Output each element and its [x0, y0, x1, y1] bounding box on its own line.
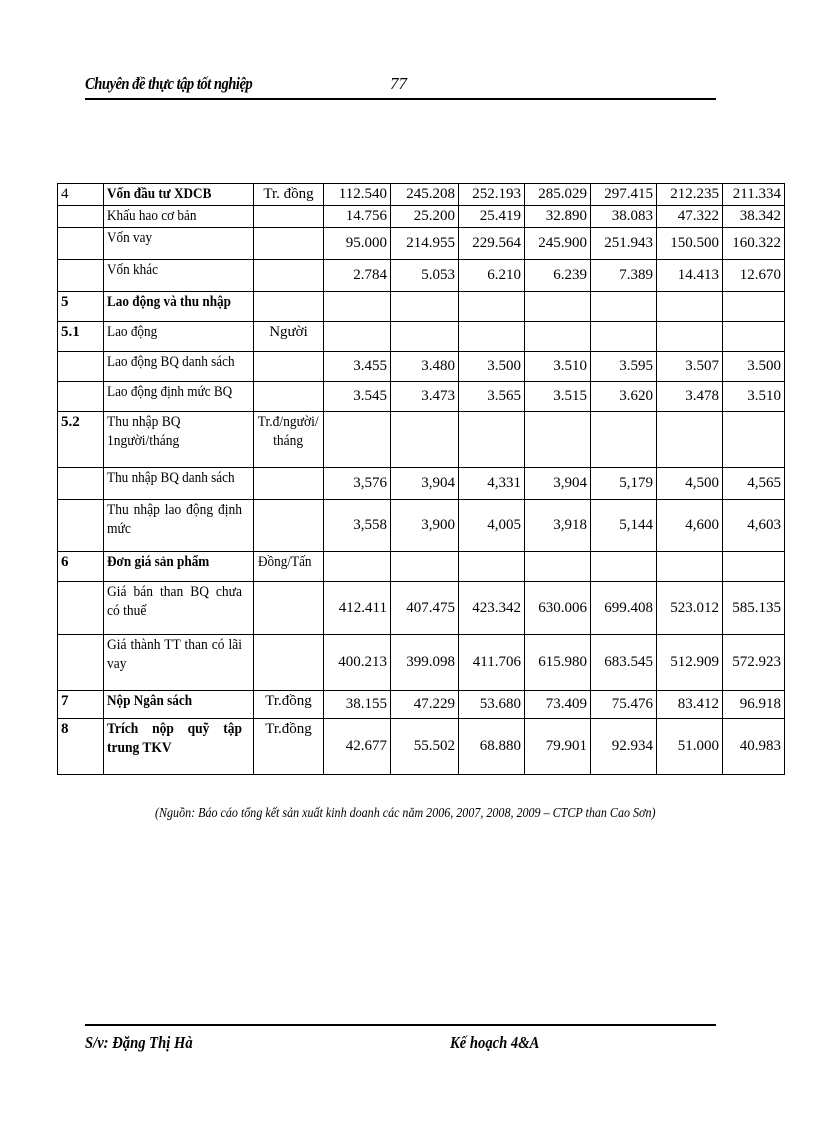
value-cell: [723, 412, 785, 468]
row-unit: Tr. đồng: [254, 184, 324, 206]
table-row: [58, 691, 785, 719]
value-cell: 214.955: [391, 228, 459, 260]
value-cell: [391, 552, 459, 582]
row-number: [58, 260, 104, 292]
value-cell: [657, 552, 723, 582]
value-cell: 55.502: [391, 719, 459, 775]
value-cell: 2.784: [324, 260, 391, 292]
value-cell: [723, 552, 785, 582]
row-number: 5.2: [58, 412, 104, 468]
value-cell: 523.012: [657, 582, 723, 635]
row-label: Đơn giá sản phẩm: [104, 552, 254, 582]
value-cell: 38.342: [723, 206, 785, 228]
row-label: Lao động: [104, 322, 254, 352]
row-unit: [254, 206, 324, 228]
value-cell: 6.239: [525, 260, 591, 292]
value-cell: 4,331: [459, 468, 525, 500]
table-row: [58, 719, 785, 775]
value-cell: 212.235: [657, 184, 723, 206]
value-cell: 4,500: [657, 468, 723, 500]
data-table: [57, 183, 785, 775]
row-unit: [254, 352, 324, 382]
row-unit: [254, 382, 324, 412]
row-unit: [254, 468, 324, 500]
value-cell: 251.943: [591, 228, 657, 260]
value-cell: [657, 292, 723, 322]
value-cell: [324, 552, 391, 582]
value-cell: 83.412: [657, 691, 723, 719]
value-cell: 630.006: [525, 582, 591, 635]
value-cell: [591, 552, 657, 582]
row-unit: Tr.đ/người/ tháng: [254, 412, 324, 468]
value-cell: 512.909: [657, 635, 723, 691]
value-cell: 4,565: [723, 468, 785, 500]
row-unit: [254, 582, 324, 635]
value-cell: 75.476: [591, 691, 657, 719]
row-unit: [254, 228, 324, 260]
value-cell: 285.029: [525, 184, 591, 206]
value-cell: 3,904: [525, 468, 591, 500]
value-cell: [324, 292, 391, 322]
value-cell: [459, 412, 525, 468]
source-note: (Nguồn: Báo cáo tổng kết sản xuất kinh doanh các năm 2006, 2007, 2008, 2009 – CTCP than Cao Sơn): [155, 806, 656, 821]
value-cell: 3,576: [324, 468, 391, 500]
value-cell: 12.670: [723, 260, 785, 292]
value-cell: 25.419: [459, 206, 525, 228]
value-cell: 32.890: [525, 206, 591, 228]
value-cell: [391, 322, 459, 352]
row-unit: Tr.đồng: [254, 719, 324, 775]
row-label: Vốn khác: [104, 260, 254, 292]
row-unit: [254, 292, 324, 322]
row-label: Giá bán than BQ chưa có thuế: [104, 582, 254, 635]
value-cell: 42.677: [324, 719, 391, 775]
value-cell: 3.480: [391, 352, 459, 382]
value-cell: 3,904: [391, 468, 459, 500]
value-cell: [459, 322, 525, 352]
row-label: Giá thành TT than có lãi vay: [104, 635, 254, 691]
value-cell: 297.415: [591, 184, 657, 206]
value-cell: [591, 412, 657, 468]
value-cell: 3.545: [324, 382, 391, 412]
value-cell: 245.208: [391, 184, 459, 206]
table-row: [58, 552, 785, 582]
value-cell: 3.507: [657, 352, 723, 382]
value-cell: 40.983: [723, 719, 785, 775]
table-row: [58, 228, 785, 260]
value-cell: 14.756: [324, 206, 391, 228]
page-header: [85, 70, 716, 100]
value-cell: 47.322: [657, 206, 723, 228]
value-cell: [391, 292, 459, 322]
table-row: [58, 412, 785, 468]
row-number: 8: [58, 719, 104, 775]
value-cell: 38.083: [591, 206, 657, 228]
value-cell: 3.510: [525, 352, 591, 382]
table-row: [58, 500, 785, 552]
value-cell: 407.475: [391, 582, 459, 635]
value-cell: 160.322: [723, 228, 785, 260]
row-label: Vốn đầu tư XDCB: [104, 184, 254, 206]
value-cell: 399.098: [391, 635, 459, 691]
header-divider: [85, 98, 716, 100]
value-cell: 699.408: [591, 582, 657, 635]
value-cell: 53.680: [459, 691, 525, 719]
value-cell: 3.455: [324, 352, 391, 382]
table-body: [58, 184, 785, 775]
value-cell: [525, 552, 591, 582]
value-cell: 6.210: [459, 260, 525, 292]
value-cell: 14.413: [657, 260, 723, 292]
row-number: 5.1: [58, 322, 104, 352]
row-unit: [254, 500, 324, 552]
value-cell: 683.545: [591, 635, 657, 691]
value-cell: [591, 322, 657, 352]
row-label: Lao động BQ danh sách: [104, 352, 254, 382]
row-unit: Tr.đồng: [254, 691, 324, 719]
row-number: [58, 500, 104, 552]
table-row: [58, 382, 785, 412]
value-cell: 3.565: [459, 382, 525, 412]
row-label: Vốn vay: [104, 228, 254, 260]
value-cell: 3,918: [525, 500, 591, 552]
value-cell: 3,900: [391, 500, 459, 552]
value-cell: 4,603: [723, 500, 785, 552]
table-row: [58, 635, 785, 691]
row-number: 4: [58, 184, 104, 206]
value-cell: 4,600: [657, 500, 723, 552]
value-cell: [657, 322, 723, 352]
table-row: [58, 322, 785, 352]
value-cell: 3,558: [324, 500, 391, 552]
row-label: Thu nhập BQ 1người/tháng: [104, 412, 254, 468]
row-number: 6: [58, 552, 104, 582]
value-cell: 252.193: [459, 184, 525, 206]
footer-class: Kế hoạch 4&A: [450, 1033, 540, 1052]
value-cell: 4,005: [459, 500, 525, 552]
value-cell: 47.229: [391, 691, 459, 719]
value-cell: 3.510: [723, 382, 785, 412]
value-cell: [324, 412, 391, 468]
value-cell: 150.500: [657, 228, 723, 260]
value-cell: 572.923: [723, 635, 785, 691]
row-number: [58, 206, 104, 228]
row-number: [58, 635, 104, 691]
value-cell: 5,144: [591, 500, 657, 552]
row-number: 5: [58, 292, 104, 322]
value-cell: 412.411: [324, 582, 391, 635]
table-row: [58, 468, 785, 500]
value-cell: 96.918: [723, 691, 785, 719]
row-label: Nộp Ngân sách: [104, 691, 254, 719]
page-number: 77: [390, 74, 407, 93]
value-cell: 73.409: [525, 691, 591, 719]
row-unit: Người: [254, 322, 324, 352]
row-number: [58, 468, 104, 500]
table-row: [58, 260, 785, 292]
value-cell: [391, 412, 459, 468]
value-cell: 211.334: [723, 184, 785, 206]
value-cell: 411.706: [459, 635, 525, 691]
row-number: [58, 382, 104, 412]
value-cell: 3.515: [525, 382, 591, 412]
row-label: Trích nộp quỹ tập trung TKV: [104, 719, 254, 775]
value-cell: 5.053: [391, 260, 459, 292]
value-cell: 423.342: [459, 582, 525, 635]
value-cell: 79.901: [525, 719, 591, 775]
header-title: Chuyên đề thực tập tốt nghiệp: [85, 74, 253, 93]
value-cell: 68.880: [459, 719, 525, 775]
value-cell: 3.478: [657, 382, 723, 412]
value-cell: 3.500: [459, 352, 525, 382]
value-cell: 92.934: [591, 719, 657, 775]
value-cell: 3.595: [591, 352, 657, 382]
row-number: 7: [58, 691, 104, 719]
value-cell: 51.000: [657, 719, 723, 775]
value-cell: [324, 322, 391, 352]
value-cell: [459, 552, 525, 582]
table-row: [58, 352, 785, 382]
value-cell: 25.200: [391, 206, 459, 228]
value-cell: [591, 292, 657, 322]
value-cell: [525, 322, 591, 352]
row-label: Lao động định mức BQ: [104, 382, 254, 412]
value-cell: 245.900: [525, 228, 591, 260]
value-cell: [525, 412, 591, 468]
footer-author: S/v: Đặng Thị Hà: [85, 1033, 193, 1052]
row-number: [58, 582, 104, 635]
row-label: Thu nhập lao động định mức: [104, 500, 254, 552]
value-cell: [459, 292, 525, 322]
value-cell: 400.213: [324, 635, 391, 691]
table-row: [58, 184, 785, 206]
value-cell: 585.135: [723, 582, 785, 635]
value-cell: 615.980: [525, 635, 591, 691]
value-cell: 112.540: [324, 184, 391, 206]
value-cell: 7.389: [591, 260, 657, 292]
value-cell: 38.155: [324, 691, 391, 719]
row-label: Khấu hao cơ bản: [104, 206, 254, 228]
value-cell: 95.000: [324, 228, 391, 260]
row-unit: Đồng/Tấn: [254, 552, 324, 582]
value-cell: 5,179: [591, 468, 657, 500]
row-label: Thu nhập BQ danh sách: [104, 468, 254, 500]
value-cell: [723, 322, 785, 352]
value-cell: 3.620: [591, 382, 657, 412]
row-unit: [254, 635, 324, 691]
row-number: [58, 228, 104, 260]
row-unit: [254, 260, 324, 292]
value-cell: 3.473: [391, 382, 459, 412]
row-number: [58, 352, 104, 382]
value-cell: [723, 292, 785, 322]
value-cell: [525, 292, 591, 322]
value-cell: 229.564: [459, 228, 525, 260]
row-label: Lao động và thu nhập: [104, 292, 254, 322]
value-cell: [657, 412, 723, 468]
footer-divider: [85, 1024, 716, 1026]
table-row: [58, 582, 785, 635]
table-row: [58, 292, 785, 322]
table-row: [58, 206, 785, 228]
value-cell: 3.500: [723, 352, 785, 382]
